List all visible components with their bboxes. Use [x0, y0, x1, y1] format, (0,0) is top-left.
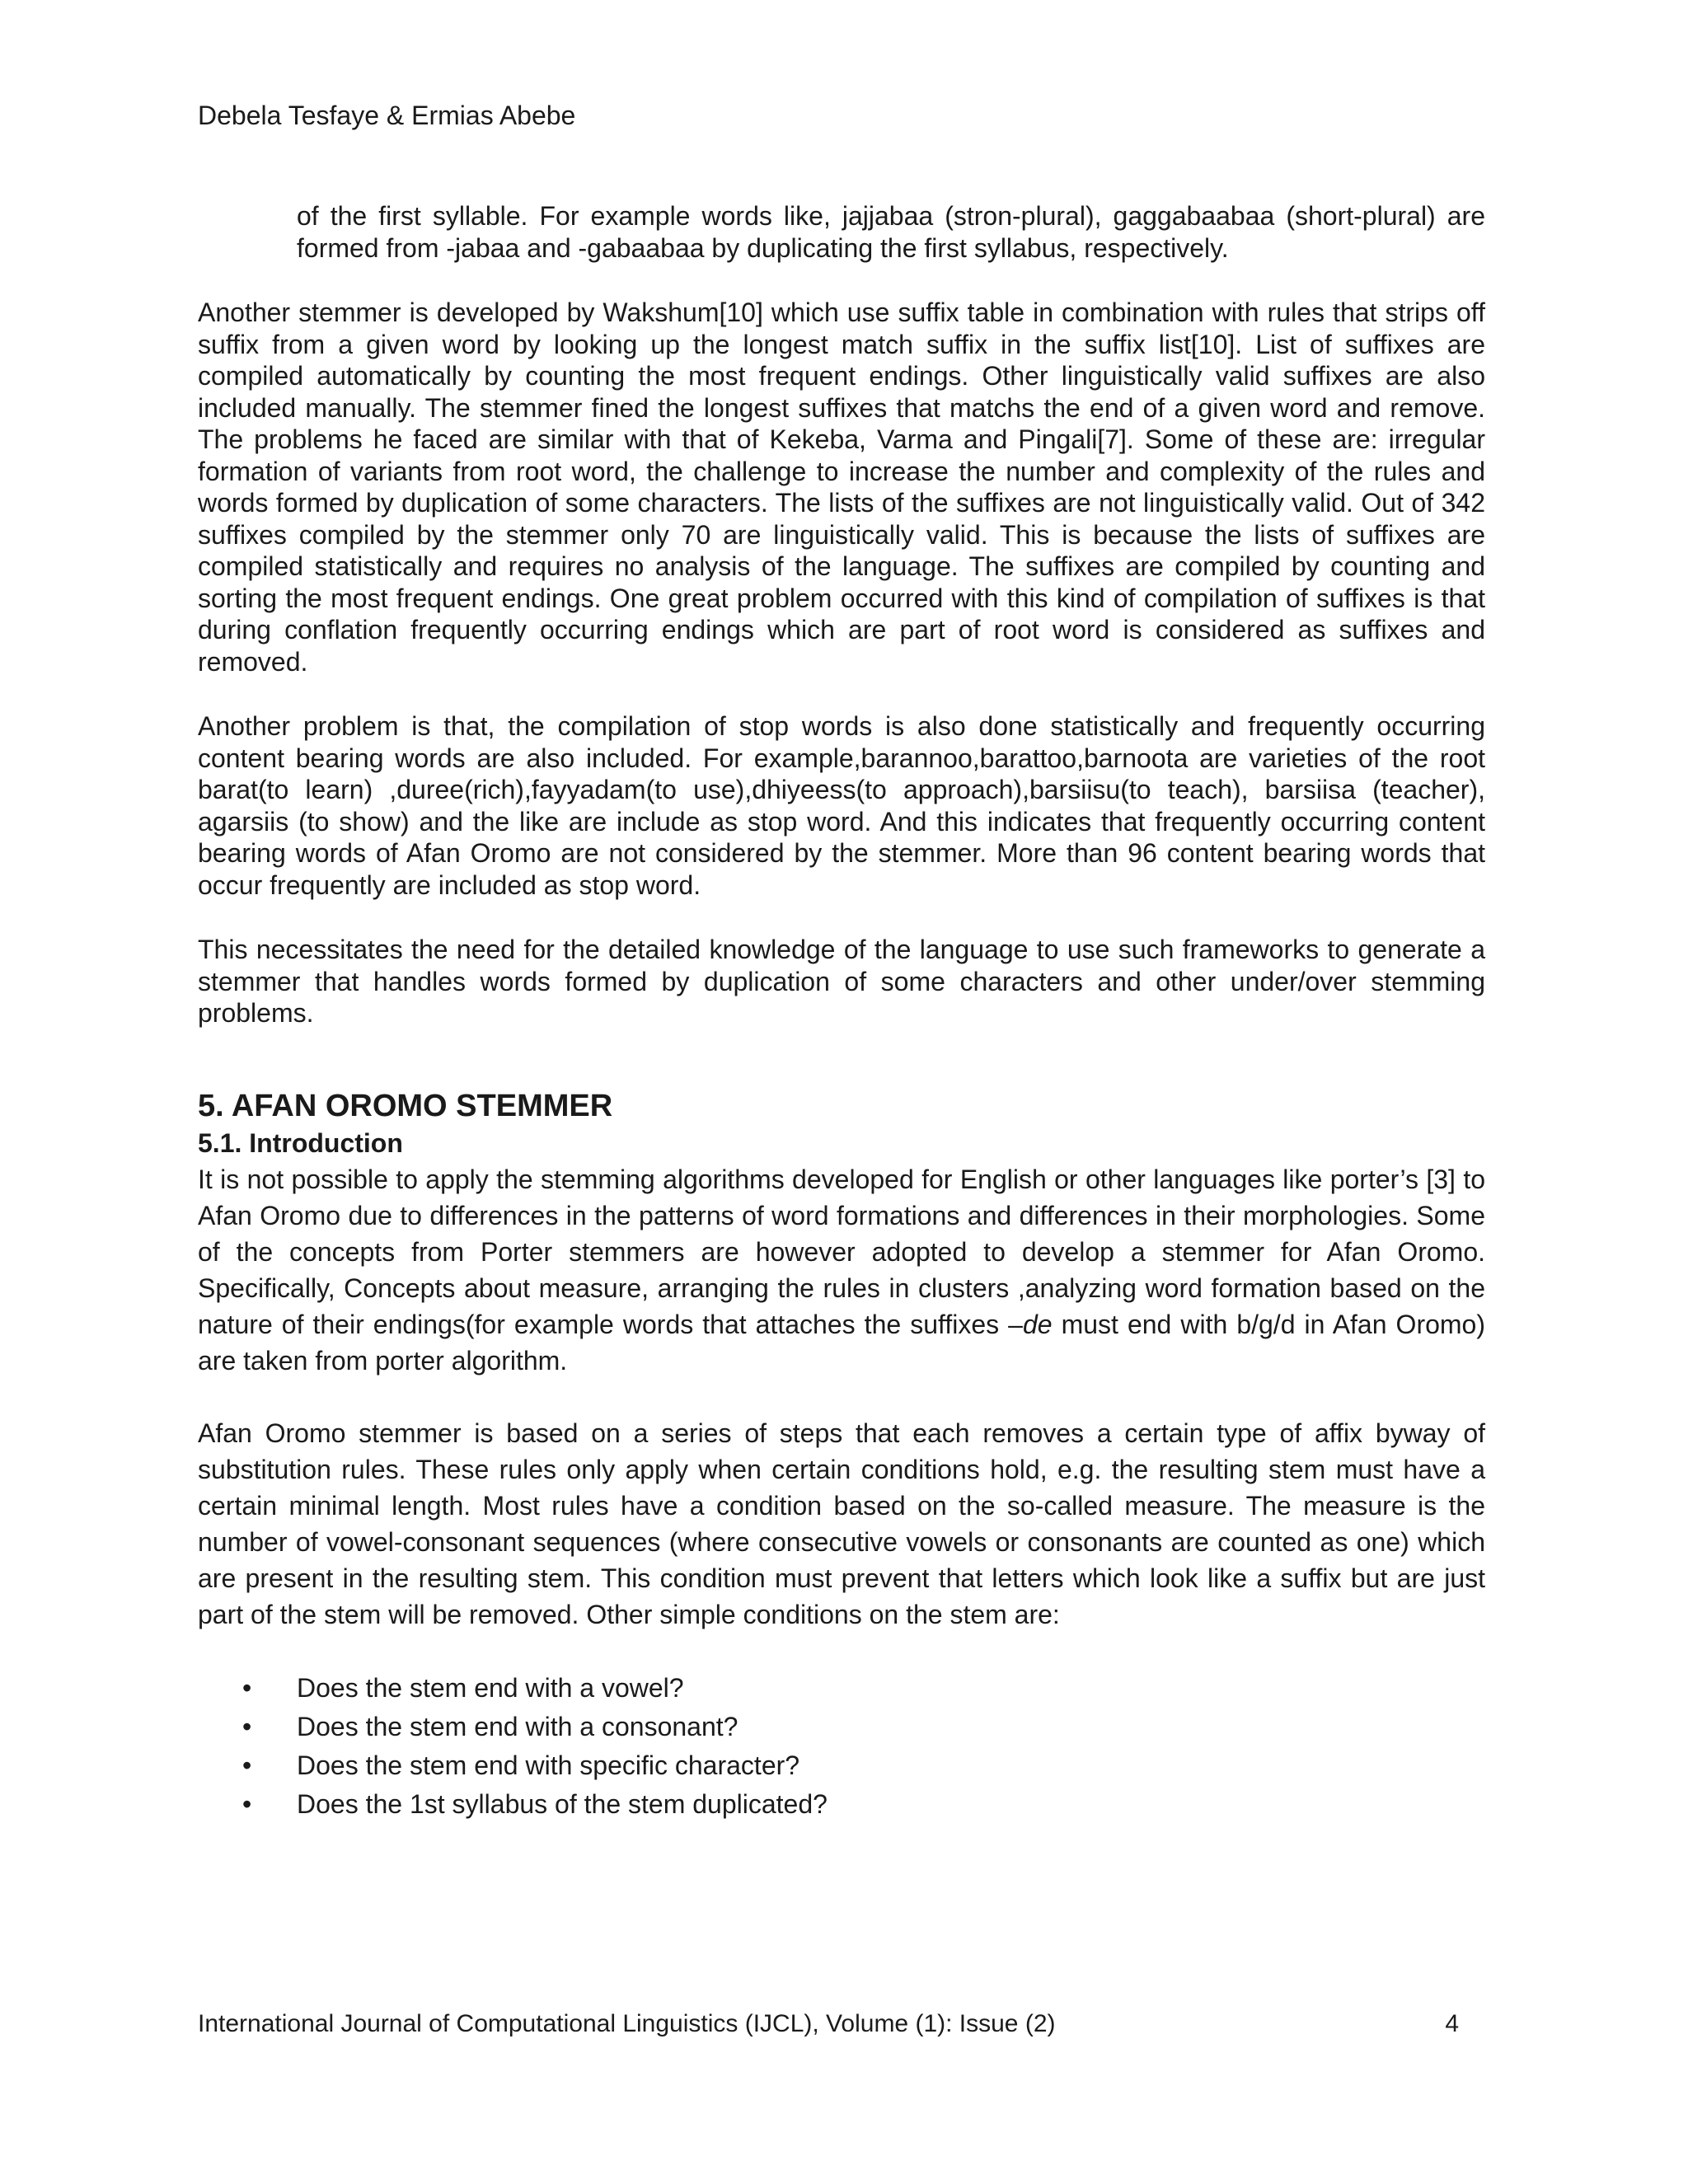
list-item [198, 1785, 1485, 1824]
list-item [198, 1669, 1485, 1708]
bullet-glyph: • [242, 1711, 252, 1741]
condition-list [198, 1669, 1485, 1824]
page-footer [198, 2008, 1459, 2040]
running-head: Debela Tesfaye & Ermias Abebe [198, 101, 576, 130]
paragraph-stop-words: Another problem is that, the compilation of stop words is also done statistically and frequently occurring content bearing words are also included. For example,barannoo,barattoo,barnoota are varieties of the root barat(to learn) ,duree(rich),fayyadam(to use),dhiyeess(to approach),barsiisu(to teach), barsiisa (teacher), agarsiis (to show) and the like are include as stop word. And this indicates that frequently occurring content bearing words of Afan Oromo are not considered by the stemmer. More than 96 content bearing words that occur frequently are included as stop word. [198, 711, 1485, 900]
page-number: 4 [1445, 2010, 1459, 2037]
paragraph-introduction [198, 1161, 1485, 1379]
intro-suffix-italic: de [1022, 1309, 1053, 1339]
bullet-glyph: • [242, 1672, 252, 1703]
paragraph-necessitates: This necessitates the need for the detailed knowledge of the language to use such frameworks to generate a stemmer that handles words formed by duplication of some characters and other under/over stemming problems. [198, 935, 1485, 1028]
list-item-text: Does the 1st syllabus of the stem duplicated? [297, 1788, 828, 1819]
journal-citation: International Journal of Computational Linguistics (IJCL), Volume (1): Issue (2) [198, 2010, 1056, 2037]
subsection-heading: 5.1. Introduction [198, 1127, 403, 1158]
list-item [198, 1708, 1485, 1746]
intro-text-before: It is not possible to apply the stemming algorithms developed for English or other languages like porter’s [3] to Afan Oromo due to differences in the patterns of word formations and differences in their morphologies. Some of the concepts from Porter stemmers are however adopted to develop a stemmer for Afan Oromo. Specifically, Concepts about measure, arranging the rules in clusters ,analyzing word formation based on the nature of their endings(for example words that attaches the suffixes – [198, 1164, 1485, 1339]
paragraph-stemmer-steps: Afan Oromo stemmer is based on a series of steps that each removes a certain type of affix byway of substitution rules. These rules only apply when certain conditions hold, e.g. the resulting stem must have a certain minimal length. Most rules have a condition based on the so-called measure. The measure is the number of vowel-consonant sequences (where consecutive vowels or consonants are counted as one) which are present in the resulting stem. This condition must prevent that letters which look like a suffix but are just part of the stem will be removed. Other simple conditions on the stem are: [198, 1418, 1485, 1629]
intro-text-after: must end with b/g/d in Afan Oromo) are taken from porter algorithm. [198, 1309, 1486, 1376]
paragraph-continuation: of the first syllable. For example words like, jajjabaa (stron-plural), gaggabaabaa (short-plural) are formed from -jabaa and -gabaabaa by duplicating the first syllabus, respectively. [297, 201, 1485, 263]
list-item-text: Does the stem end with a vowel? [297, 1672, 684, 1703]
main-content [198, 200, 1485, 1824]
paragraph-wakshum-stemmer: Another stemmer is developed by Wakshum[10] which use suffix table in combination with rules that strips off suffix from a given word by looking up the longest match suffix in the suffix list[10]. List of suffixes are compiled automatically by counting the most frequent endings. Other linguistically valid suffixes are also included manually. The stemmer fined the longest suffixes that matchs the end of a given word and remove. The problems he faced are similar with that of Kekeba, Varma and Pingali[7]. Some of these are: irregular formation of variants from root word, the challenge to increase the number and complexity of the rules and words formed by duplication of some characters. The lists of the suffixes are not linguistically valid. Out of 342 suffixes compiled by the stemmer only 70 are linguistically valid. This is because the lists of suffixes are compiled statistically and requires no analysis of the language. The suffixes are compiled by counting and sorting the most frequent endings. One great problem occurred with this kind of compilation of suffixes is that during conflation frequently occurring endings which are part of root word is considered as suffixes and removed. [198, 298, 1485, 677]
section-heading: 5. AFAN OROMO STEMMER [198, 1088, 613, 1123]
list-item [198, 1746, 1485, 1785]
bullet-glyph: • [242, 1750, 252, 1780]
bullet-glyph: • [242, 1788, 252, 1819]
list-item-text: Does the stem end with a consonant? [297, 1711, 738, 1741]
list-item-text: Does the stem end with specific character? [297, 1750, 800, 1780]
